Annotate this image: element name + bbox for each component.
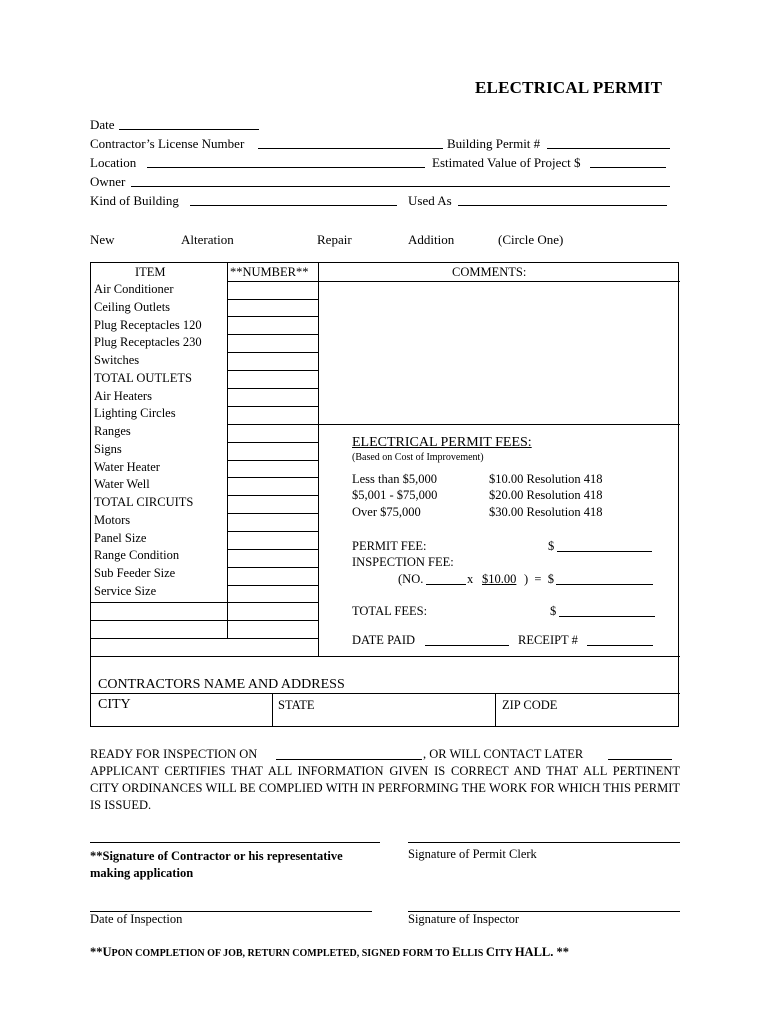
- total-fees-label: TOTAL FEES:: [352, 604, 428, 618]
- number-header: **NUMBER**: [230, 265, 309, 279]
- fee-tier-1-range: Less than $5,000: [352, 472, 438, 486]
- number-cell-line[interactable]: [227, 567, 318, 568]
- owner-label: Owner: [90, 174, 126, 189]
- city-state-divider: [272, 693, 273, 727]
- comments-header: COMMENTS:: [452, 265, 527, 279]
- total-fees-field[interactable]: [559, 616, 655, 617]
- number-cell-line[interactable]: [227, 638, 318, 639]
- item-row-label: Plug Receptacles 230: [94, 335, 202, 350]
- item-header: ITEM: [135, 265, 166, 279]
- contractor-section-top: [90, 656, 680, 657]
- city-row-top: [90, 693, 680, 694]
- date-label: Date: [90, 117, 115, 132]
- inspector-signature-label: Signature of Inspector: [408, 912, 520, 926]
- inspection-no-label: (NO.: [398, 572, 424, 586]
- fee-tier-3-amount: $30.00 Resolution 418: [489, 505, 603, 519]
- footer-stars: **: [90, 945, 103, 959]
- empty-item-row-line: [90, 638, 227, 639]
- work-type-addition[interactable]: Addition: [408, 232, 455, 247]
- inspection-count-field[interactable]: [426, 584, 466, 585]
- item-row-label: Water Heater: [94, 459, 160, 474]
- number-cell-line[interactable]: [227, 352, 318, 353]
- clerk-signature-label: Signature of Permit Clerk: [408, 847, 537, 861]
- number-cell-line[interactable]: [227, 585, 318, 586]
- estimated-value-field[interactable]: [590, 167, 666, 168]
- item-row-label: Air Conditioner: [94, 282, 174, 296]
- footer-text-2: LLIS: [460, 948, 486, 959]
- ready-for-inspection-label: READY FOR INSPECTION ON: [90, 747, 258, 761]
- empty-item-row-line: [90, 620, 227, 621]
- inspection-x: x: [467, 572, 474, 586]
- footer-u: U: [102, 945, 112, 959]
- estimated-value-label: Estimated Value of Project $: [432, 155, 581, 170]
- kind-of-building-label: Kind of Building: [90, 193, 179, 208]
- owner-field[interactable]: [131, 186, 670, 187]
- building-permit-field[interactable]: [547, 148, 670, 149]
- number-cell-line[interactable]: [227, 477, 318, 478]
- used-as-label: Used As: [408, 193, 452, 208]
- date-field[interactable]: [119, 129, 259, 130]
- item-row-label: Plug Receptacles 120: [94, 317, 202, 332]
- inspection-equals: ) = $: [524, 572, 554, 586]
- ready-date-field[interactable]: [276, 759, 422, 760]
- permit-fee-field[interactable]: [557, 551, 652, 552]
- comments-bottom-line: [318, 424, 680, 425]
- item-row-label: TOTAL OUTLETS: [94, 370, 192, 385]
- empty-item-row-line: [90, 602, 227, 603]
- contractor-name-address-label: CONTRACTORS NAME AND ADDRESS: [98, 677, 345, 692]
- inspection-fee-label: INSPECTION FEE:: [352, 555, 454, 569]
- number-cell-line[interactable]: [227, 620, 318, 621]
- number-cell-line[interactable]: [227, 495, 318, 496]
- item-row-label: Range Condition: [94, 548, 180, 563]
- city-label: CITY: [98, 697, 131, 712]
- footer-instruction: [90, 946, 569, 959]
- item-row-label: Switches: [94, 353, 140, 367]
- fee-tier-3-range: Over $75,000: [352, 505, 421, 519]
- footer-text-3: ITY: [494, 948, 515, 959]
- number-cell-line[interactable]: [227, 549, 318, 550]
- state-zip-divider: [495, 693, 496, 727]
- work-type-repair[interactable]: Repair: [317, 232, 352, 247]
- receipt-field[interactable]: [587, 645, 653, 646]
- item-row-label: Water Well: [94, 477, 150, 492]
- number-cell-line[interactable]: [227, 370, 318, 371]
- state-label: STATE: [278, 698, 315, 712]
- fee-tier-2-range: $5,001 - $75,000: [352, 488, 438, 502]
- footer-e: E: [452, 945, 461, 959]
- number-comments-divider: [318, 262, 319, 656]
- number-cell-line[interactable]: [227, 406, 318, 407]
- fee-tier-1-amount: $10.00 Resolution 418: [489, 472, 603, 486]
- fees-basis: (Based on Cost of Improvement): [352, 452, 484, 463]
- fees-heading: ELECTRICAL PERMIT FEES:: [352, 435, 532, 450]
- item-row-label: Motors: [94, 512, 131, 527]
- page-title: ELECTRICAL PERMIT: [475, 78, 663, 97]
- fee-tier-2-amount: $20.00 Resolution 418: [489, 488, 603, 502]
- receipt-label: RECEIPT #: [518, 633, 578, 647]
- work-type-new[interactable]: New: [90, 232, 115, 247]
- date-paid-label: DATE PAID: [352, 633, 416, 647]
- number-cell-line[interactable]: [227, 513, 318, 514]
- item-row-label: Signs: [94, 441, 122, 456]
- item-row-label: Lighting Circles: [94, 406, 176, 421]
- number-cell-line[interactable]: [227, 388, 318, 389]
- location-field[interactable]: [147, 167, 425, 168]
- certification-paragraph: APPLICANT CERTIFIES THAT ALL INFORMATION GIVEN IS CORRECT AND THAT ALL PERTINENT CITY ORDINANCES WILL BE COMPLIED WITH IN PERFORMING THE WORK FOR WHICH THIS PERMIT IS ISSUED.: [90, 764, 680, 812]
- location-label: Location: [90, 155, 137, 170]
- footer-hall: HALL. **: [514, 945, 569, 959]
- number-cell-line[interactable]: [227, 299, 318, 300]
- number-cell-line[interactable]: [227, 531, 318, 532]
- circle-one-note: (Circle One): [498, 232, 564, 247]
- item-row-label: Sub Feeder Size: [94, 566, 176, 580]
- item-row-label: Ranges: [94, 424, 131, 438]
- footer-text-1: PON COMPLETION OF JOB, RETURN COMPLETED, SIGNED FORM TO: [111, 948, 453, 959]
- inspection-rate: $10.00: [482, 572, 517, 586]
- item-row-label: Air Heaters: [94, 388, 152, 403]
- inspection-fee-field[interactable]: [556, 584, 653, 585]
- number-cell-line[interactable]: [227, 281, 318, 282]
- kind-of-building-field[interactable]: [190, 205, 397, 206]
- number-cell-line[interactable]: [227, 442, 318, 443]
- contact-later-field[interactable]: [608, 759, 672, 760]
- footer-c: C: [485, 945, 495, 959]
- number-cell-line[interactable]: [227, 424, 318, 425]
- zip-code-label: ZIP CODE: [502, 698, 558, 712]
- license-label: Contractor’s License Number: [90, 136, 245, 151]
- permit-fee-dollar: $: [548, 539, 555, 553]
- item-row-label: TOTAL CIRCUITS: [94, 495, 194, 509]
- date-of-inspection-label: Date of Inspection: [90, 912, 183, 926]
- contact-later-label: , OR WILL CONTACT LATER: [423, 747, 584, 761]
- date-paid-field[interactable]: [425, 645, 509, 646]
- contractor-signature-label: **Signature of Contractor or his representative making application: [90, 849, 343, 880]
- number-cell-line[interactable]: [227, 334, 318, 335]
- total-fees-dollar: $: [550, 604, 557, 618]
- item-row-label: Ceiling Outlets: [94, 299, 171, 314]
- item-row-label: Panel Size: [94, 530, 147, 545]
- item-number-divider: [227, 262, 228, 638]
- clerk-signature-line[interactable]: [408, 842, 680, 843]
- used-as-field[interactable]: [458, 205, 667, 206]
- number-cell-line[interactable]: [227, 316, 318, 317]
- item-row-label: Service Size: [94, 583, 157, 598]
- building-permit-label: Building Permit #: [447, 136, 541, 151]
- number-cell-line[interactable]: [227, 460, 318, 461]
- license-field[interactable]: [258, 148, 443, 149]
- number-cell-line[interactable]: [227, 602, 318, 603]
- contractor-signature-line[interactable]: [90, 842, 380, 843]
- permit-fee-label: PERMIT FEE:: [352, 539, 427, 553]
- work-type-alteration[interactable]: Alteration: [181, 232, 234, 247]
- comments-header-line: [318, 281, 680, 282]
